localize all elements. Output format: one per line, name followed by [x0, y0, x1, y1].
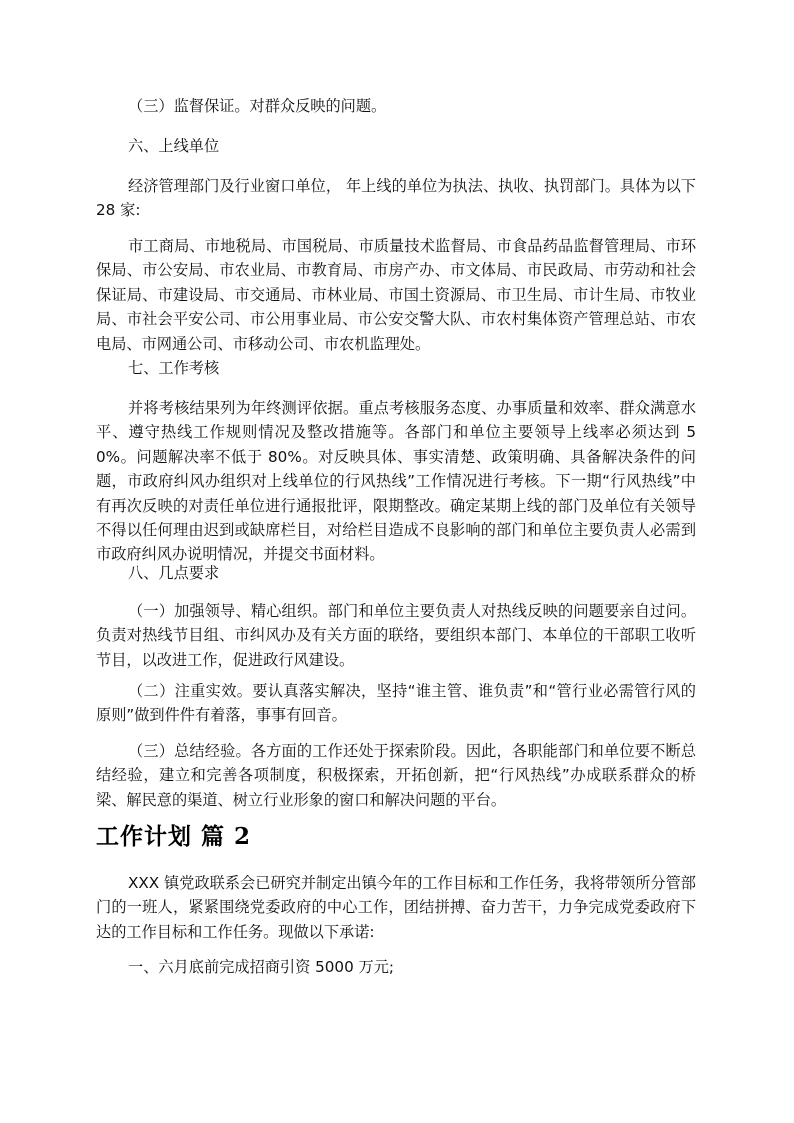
paragraph-requirement-three: （三）总结经验。各方面的工作还处于探索阶段。因此，各职能部门和单位要不断总结经验，建立和完善各项制度，积极探索，开拓创新，把“行风热线”办成联系群众的桥梁、解民意的渠道、树立行业形象的窗口和解决问题的平台。 [96, 742, 696, 809]
paragraph-commitment-intro: XXX 镇党政联系会已研究并制定出镇今年的工作目标和工作任务，我将带领所分管部门的一班人，紧紧围绕党委政府的中心工作，团结拼搏、奋力苦干，力争完成党委政府下达的工作目标和工作任务。现做以下承诺: [96, 874, 696, 941]
paragraph-supervision: （三）监督保证。对群众反映的问题。 [128, 97, 387, 115]
paragraph-requirement-two: （二）注重实效。要认真落实解决，坚持“谁主管、谁负责”和“管行业必需管行风的原则”做到件件有着落，事事有回音。 [96, 682, 696, 725]
paragraph-requirement-one: （一）加强领导、精心组织。部门和单位主要负责人对热线反映的问题要亲自过问。负责对热线节目组、市纠风办及有关方面的联络，要组织本部门、本单位的干部职工收听节目，以改进工作，促进政行风建设。 [96, 602, 696, 669]
paragraph-online-units-intro: 经济管理部门及行业窗口单位， 年上线的单位为执法、执收、执罚部门。具体为以下 28 家: [96, 177, 696, 220]
paragraph-unit-list: 市工商局、市地税局、市国税局、市质量技术监督局、市食品药品监督管理局、市环保局、市公安局、市农业局、市教育局、市房产办、市文体局、市民政局、市劳动和社会保证局、市建设局、市交通局、市林业局、市国土资源局、市卫生局、市计生局、市牧业局、市社会平安公司、市公用事业局、市公安交警大队、市农村集体资产管理总站、市农电局、市网通公司、市移动公司、市农机监理处。 [96, 237, 696, 353]
paragraph-assessment-details: 并将考核结果列为年终测评依据。重点考核服务态度、办事质量和效率、群众满意水平、遵守热线工作规则情况及整改措施等。各部门和单位主要领导上线率必须达到 50%。问题解决率不低于 80%。对反映具体、事实清楚、政策明确、具备解决条件的问题，市政府纠风办组织对上线单位的行风热线”工作情况进行考核。下一期“行风热线”中有再次反映的对责任单位进行通报批评，限期整改。确定某期上线的部门及单位有关领导不得以任何理由迟到或缺席栏目，对给栏目造成不良影响的部门和单位主要负责人必需到市政府纠风办说明情况，并提交书面材料。 [96, 399, 696, 564]
section-heading-requirements: 八、几点要求 [128, 564, 220, 582]
section-title-work-plan-2: 工作计划 篇 2 [96, 823, 252, 850]
section-heading-online-units: 六、上线单位 [128, 137, 220, 155]
paragraph-commitment-item-one: 一、六月底前完成招商引资 5000 万元; [128, 958, 395, 976]
section-heading-work-assessment: 七、工作考核 [128, 359, 220, 377]
